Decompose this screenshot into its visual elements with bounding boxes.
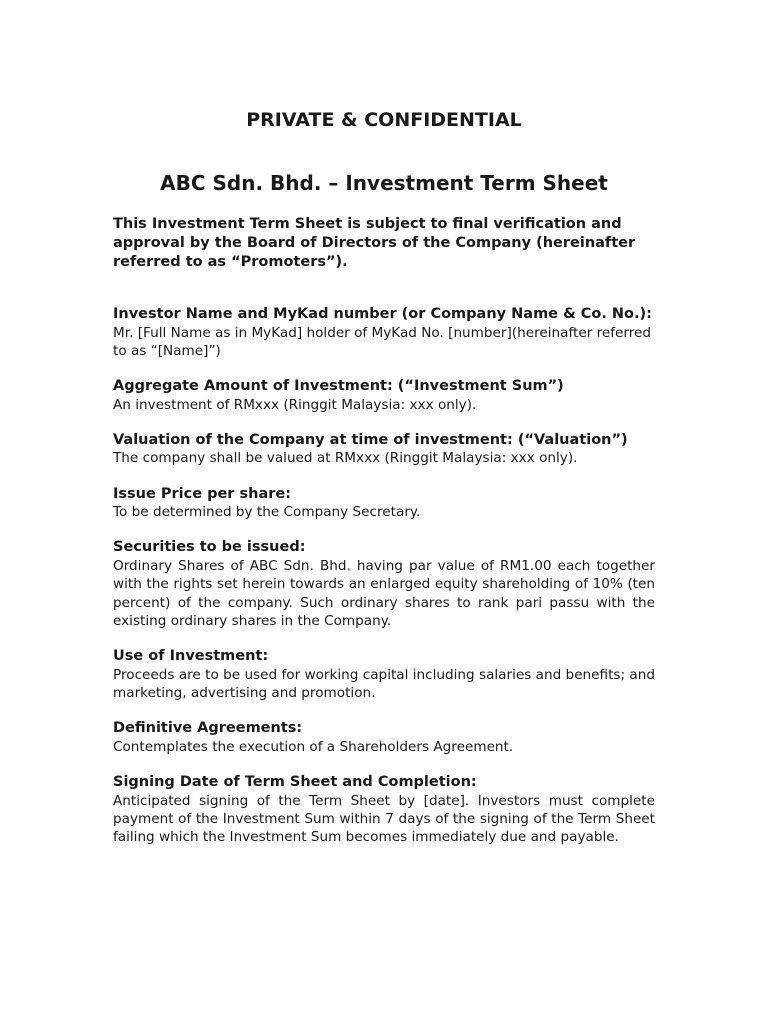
section-body: Anticipated signing of the Term Sheet by [date]. Investors must complete payment of the Investment Sum within 7 days of the signing of the Term Sheet failing which the Investment Sum becomes immediately due and payable. bbox=[113, 792, 655, 846]
section-body: Mr. [Full Name as in MyKad] holder of MyKad No. [number](hereinafter referred to as “[Name]”) bbox=[113, 324, 652, 359]
section-heading: Securities to be issued: bbox=[113, 539, 306, 556]
section-body: Ordinary Shares of ABC Sdn. Bhd. having par value of RM1.00 each together with the rights set herein towards an enlarged equity shareholding of 10% (ten percent) of the company. Such ordinary shares to rank pari passu with the existing ordinary shares in the Company. bbox=[113, 557, 655, 629]
section-heading: Issue Price per share: bbox=[113, 485, 292, 502]
section-signing-date bbox=[113, 773, 655, 846]
section-heading: Valuation of the Company at time of investment: (“Valuation”) bbox=[113, 431, 628, 448]
document-title: ABC Sdn. Bhd. – Investment Term Sheet bbox=[160, 171, 608, 195]
section-body: An investment of RMxxx (Ringgit Malaysia: xxx only). bbox=[113, 396, 477, 413]
section-heading: Investor Name and MyKad number (or Company Name & Co. No.): bbox=[113, 306, 652, 322]
confidential-label: PRIVATE & CONFIDENTIAL bbox=[246, 109, 522, 131]
section-body: Contemplates the execution of a Shareholders Agreement. bbox=[113, 738, 514, 755]
section-valuation bbox=[113, 431, 655, 468]
section-use-of-investment bbox=[113, 647, 655, 702]
section-investor-name bbox=[113, 305, 655, 360]
section-heading: Aggregate Amount of Investment: (“Investment Sum”) bbox=[113, 378, 564, 395]
section-aggregate-amount bbox=[113, 377, 655, 414]
section-heading: Use of Investment: bbox=[113, 648, 269, 665]
section-definitive-agreements bbox=[113, 719, 655, 756]
section-body: The company shall be valued at RMxxx (Ringgit Malaysia: xxx only). bbox=[113, 450, 578, 467]
intro-paragraph: This Investment Term Sheet is subject to final verification and approval by the Board of Directors of the Company (hereinafter referred to as “Promoters”). bbox=[113, 216, 636, 270]
section-heading: Signing Date of Term Sheet and Completion: bbox=[113, 774, 477, 791]
term-sections bbox=[113, 305, 655, 863]
section-issue-price bbox=[113, 485, 655, 522]
section-body: To be determined by the Company Secretary. bbox=[113, 504, 421, 521]
section-heading: Definitive Agreements: bbox=[113, 720, 303, 737]
section-securities bbox=[113, 538, 655, 630]
section-body: Proceeds are to be used for working capital including salaries and benefits; and marketing, advertising and promotion. bbox=[113, 666, 655, 701]
